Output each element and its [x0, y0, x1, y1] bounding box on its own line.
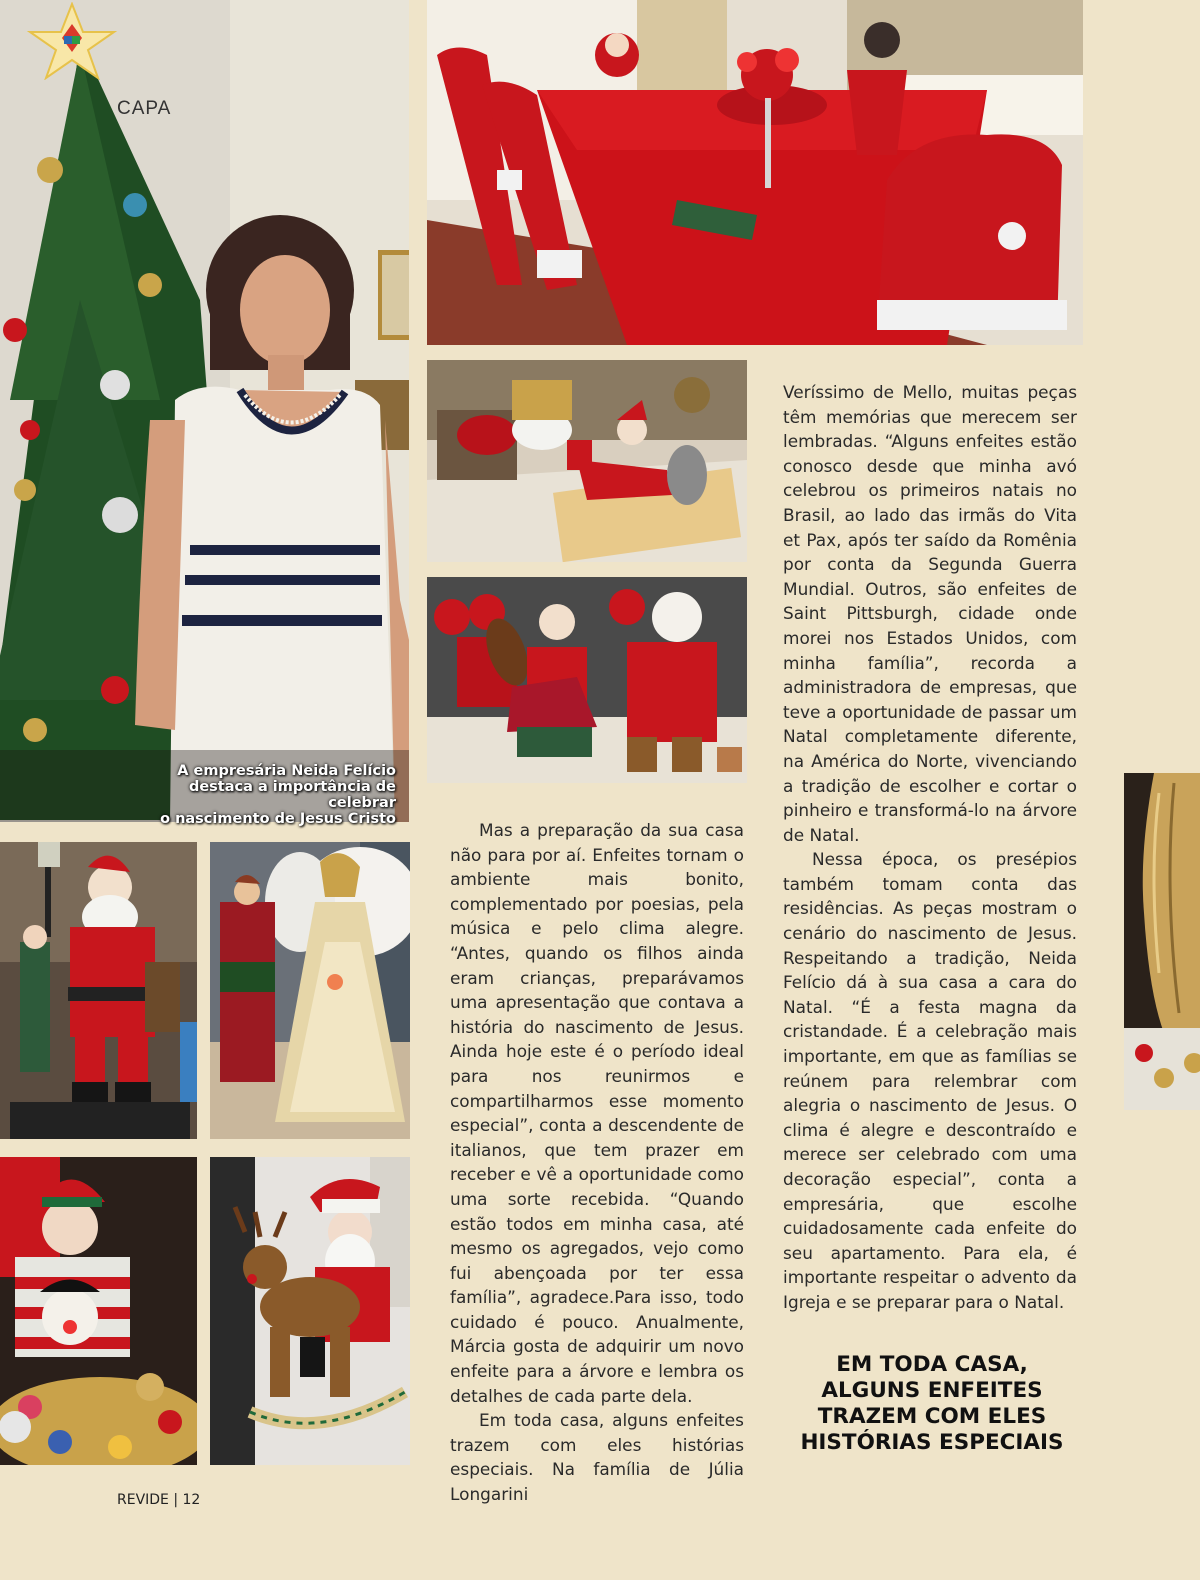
star-logo-icon	[26, 2, 118, 80]
page-folio: REVIDE | 12	[117, 1492, 201, 1508]
section-label: CAPA	[117, 98, 172, 119]
dining-table-photo	[427, 0, 1083, 345]
article-paragraph: Veríssimo de Mello, muitas peças têm memórias que merecem ser lembradas. “Alguns enfeites estão conosco desde que minha avó celebrou os primeiros natais no Brasil, ao lado das irmãs do Vita et Pax, após ter saído da Romênia por conta da Segunda Guerra Mundial. Outros, são enfeites de Saint Pittsburgh, cidade onde morei nos Estados Unidos, com minha família”, recorda a administradora de empresas, que teve a oportunidade de passar um Natal completamente diferente, na América do Norte, vivenciando a tradição de escolher e cortar o pinheiro e transformá-lo na árvore de Natal.	[783, 382, 1077, 845]
article-column-2	[783, 380, 1077, 1315]
portrait-caption	[140, 763, 396, 827]
pull-quote-line: ALGUNS ENFEITES	[821, 1378, 1043, 1403]
pull-quote	[786, 1352, 1078, 1456]
pull-quote-line: HISTÓRIAS ESPECIAIS	[800, 1430, 1064, 1455]
portrait-photo	[0, 0, 409, 822]
santa-lamp-photo	[0, 842, 197, 1139]
article-paragraph: Em toda casa, alguns enfeites trazem com eles histórias especiais. Na família de Júlia Longarini	[450, 1410, 744, 1505]
clown-candy-photo	[0, 1157, 197, 1465]
caption-line: o nascimento de Jesus Cristo	[160, 811, 396, 827]
gold-ornament-photo	[1124, 773, 1200, 1110]
article-paragraph: Nessa época, os presépios também tomam conta das residências. As peças mostram o cenário do nascimento de Jesus. Respeitando a tradição, Neida Felício dá à sua casa a cara do Natal. “É a festa magna da cristandade. É a celebração mais importante, em que as famílias se reúnem para relembrar com alegria o nascimento de Jesus. O clima é alegre e descontraído e merece ser celebrado com uma decoração especial”, conta a empresária, que escolhe cuidadosamente cada enfeite do seu apartamento. Para ela, é importante respeitar o advento da Igreja e se preparar para o Natal.	[783, 849, 1077, 1312]
santa-reindeer-photo	[210, 1157, 410, 1465]
article-paragraph: Mas a preparação da sua casa não para por aí. Enfeites tornam o ambiente mais bonito, complementado por poesias, pela música e pelo clima alegre. “Antes, quando os filhos ainda eram crianças, preparávamos uma apresentação que contava a história do nascimento de Jesus. Ainda hoje este é o período ideal para nos reunirmos e compartilharmos esse momento especial”, conta a descendente de italianos, que tem prazer em receber e vê a oportunidade como uma sorte recebida. “Quando estão todos em minha casa, até mesmo os agregados, vejo como fui abençoada por ter essa família”, agradece.Para isso, todo cuidado é pouco. Anualmente, Márcia gosta de adquirir um novo enfeite para a árvore e lembra os detalhes de cada parte dela.	[450, 820, 744, 1406]
caption-line: destaca a importância de celebrar	[188, 779, 396, 811]
caption-line: A empresária Neida Felício	[177, 763, 396, 779]
pull-quote-line: TRAZEM COM ELES	[817, 1404, 1047, 1429]
pull-quote-line: EM TODA CASA,	[836, 1352, 1028, 1377]
article-column-1	[450, 818, 744, 1507]
santa-airplane-photo	[427, 360, 747, 562]
angel-photo	[210, 842, 410, 1139]
santa-band-photo	[427, 577, 747, 783]
